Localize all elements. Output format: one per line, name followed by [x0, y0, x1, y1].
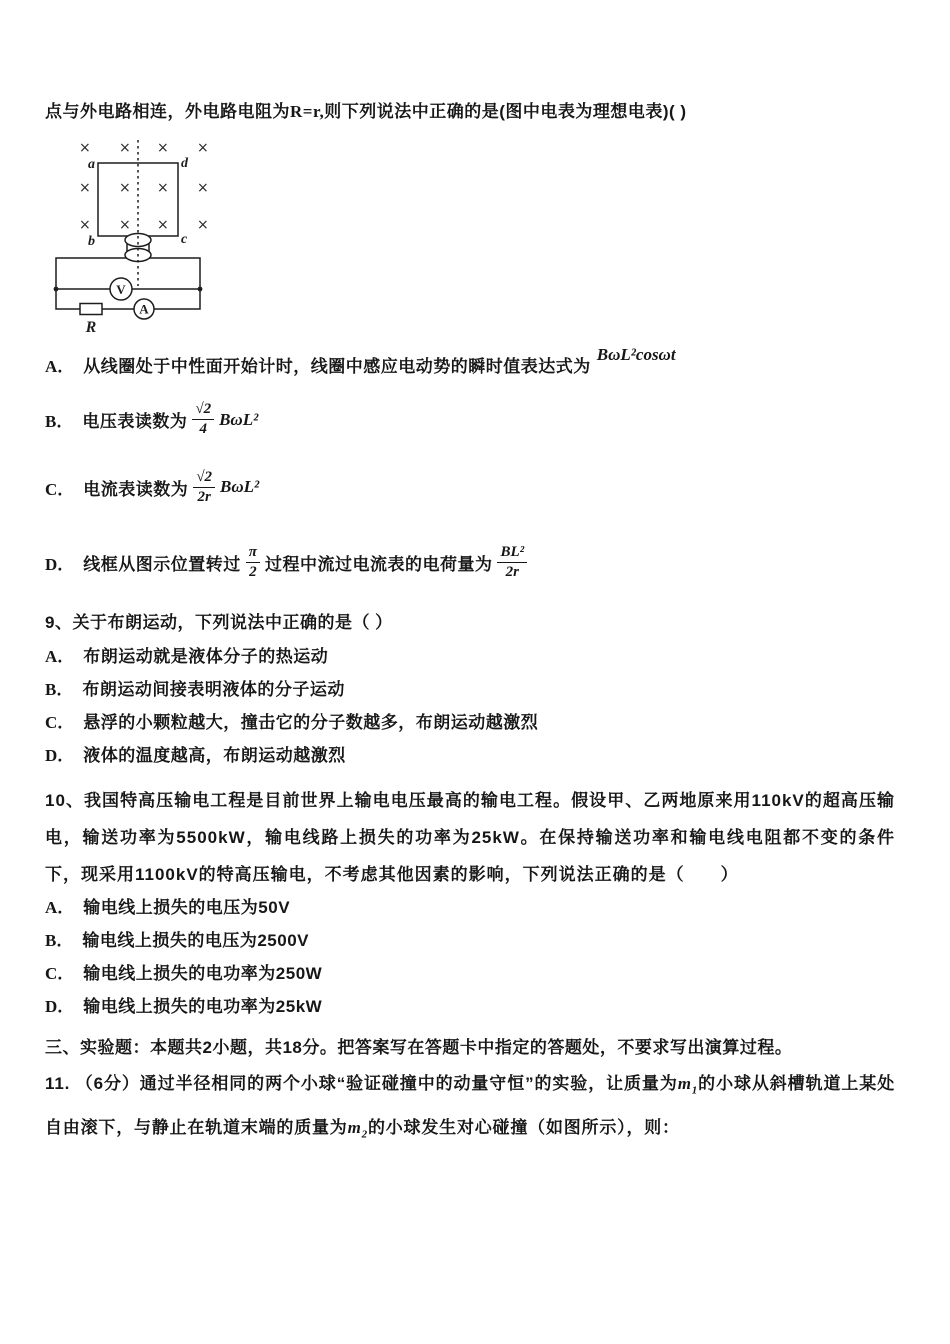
- q8-option-d-fraction2: [497, 544, 527, 582]
- fraction-denominator: 4: [199, 421, 207, 438]
- q8-option-b-text: 电压表读数为: [82, 412, 188, 432]
- q9-option-b: [45, 679, 895, 700]
- q10-option-a: [45, 897, 895, 918]
- q8-option-b-letter: B．: [45, 412, 74, 432]
- q9-option-b-letter: B．: [45, 679, 74, 699]
- q10-option-a-text: 输电线上损失的电压为50V: [83, 897, 291, 917]
- field-cross-icon: ×: [197, 217, 209, 233]
- field-cross-icon: ×: [157, 180, 169, 196]
- q8-option-b-formula-suffix: BωL²: [219, 409, 259, 429]
- q9-option-c-text: 悬浮的小颗粒越大，撞击它的分子数越多，布朗运动越激烈: [83, 712, 539, 732]
- q8-option-c-formula-suffix: BωL²: [220, 477, 260, 497]
- q9-option-d-letter: D．: [45, 745, 75, 765]
- q11-text-pre: 11. （6分）通过半径相同的两个小球“验证碰撞中的动量守恒”的实验，让质量为: [45, 1073, 678, 1093]
- junction-dot-left: [54, 287, 59, 292]
- q10-option-b-letter: B．: [45, 930, 74, 950]
- field-cross-icon: ×: [119, 180, 131, 196]
- q9-option-c-letter: C．: [45, 712, 75, 732]
- m1-base: m: [677, 1073, 692, 1093]
- fraction-numerator: √2: [193, 469, 215, 488]
- resistor-box: [80, 304, 102, 315]
- q8-option-a: [45, 344, 895, 377]
- fraction-numerator: BL²: [497, 544, 527, 563]
- q9-option-d: [45, 745, 895, 766]
- coil-corner-b-label: b: [88, 234, 95, 249]
- q9-option-a-text: 布朗运动就是液体分子的热运动: [83, 646, 329, 666]
- q10-option-d-text: 输电线上损失的电功率为25kW: [83, 996, 323, 1016]
- ammeter-label: A: [139, 301, 149, 317]
- field-cross-icon: ×: [79, 140, 91, 156]
- coil-corner-d-label: d: [181, 156, 188, 171]
- q10-option-c: [45, 963, 895, 984]
- q11-text-post: 的小球发生对心碰撞（如图所示），则：: [367, 1117, 680, 1137]
- q10-options: [45, 897, 895, 1017]
- field-cross-icon: ×: [197, 140, 209, 156]
- q8-option-a-text: 从线圈处于中性面开始计时，线圈中感应电动势的瞬时值表达式为: [83, 357, 591, 376]
- q8-option-c-text: 电流表读数为: [83, 479, 189, 499]
- circuit-diagram: [43, 136, 248, 338]
- q8-stem-post: 则下列说法中正确的是(图中电表为理想电表)( ): [324, 102, 687, 121]
- q10-option-b-text: 输电线上损失的电压为2500V: [82, 930, 310, 950]
- q8-option-d-text2: 过程中流过电流表的电荷量为: [264, 555, 493, 575]
- q8-stem-math: R=r,: [290, 102, 325, 121]
- q9-option-d-text: 液体的温度越高，布朗运动越激烈: [83, 745, 346, 765]
- voltmeter-label: V: [116, 282, 126, 297]
- q10-option-c-text: 输电线上损失的电功率为250W: [83, 963, 323, 983]
- q8-option-b: [45, 401, 895, 439]
- mass-m1-symbol: [677, 1073, 699, 1096]
- q8-option-b-fraction: [192, 401, 214, 439]
- q8-option-a-letter: A．: [45, 357, 75, 376]
- q11-stem: [45, 1065, 895, 1154]
- q8-option-d-text1: 线框从图示位置转过: [83, 555, 241, 575]
- q9-stem: 9、关于布朗运动，下列说法中正确的是（ ）: [45, 612, 393, 632]
- fraction-numerator: π: [246, 544, 260, 563]
- q10-option-d-letter: D．: [45, 996, 75, 1016]
- fraction-denominator: 2: [249, 564, 257, 581]
- field-cross-icon: ×: [157, 217, 169, 233]
- q8-option-d-fraction1: [246, 544, 260, 582]
- q8-option-d: [45, 544, 895, 582]
- fraction-denominator: 2r: [505, 564, 519, 581]
- q10-stem: 10、我国特高压输电工程是目前世界上输电电压最高的输电工程。假设甲、乙两地原来用110kV的超高压输电，输送功率为5500kW，输电线路上损失的功率为25kW。在保持输送功率和输电线电阻都不变的条件下，现采用1100kV的特高压输电，不考虑其他因素的影响，下列说法正确的是（ ）: [45, 790, 895, 884]
- q8-stem-pre: 点与外电路相连，外电路电阻为: [45, 102, 290, 121]
- q11-text-mid: 的小球从斜槽轨道上某处自由滚下，与静止在轨道末端的质量为: [45, 1073, 895, 1137]
- field-cross-icon: ×: [119, 217, 131, 233]
- q8-option-c-fraction: [193, 469, 215, 507]
- resistor-label: R: [85, 319, 97, 336]
- field-cross-icon: ×: [79, 180, 91, 196]
- section3-header: 三、实验题：本题共2小题，共18分。把答案写在答题卡中指定的答题处，不要求写出演算过程。: [45, 1037, 793, 1057]
- q10-option-b: [45, 930, 895, 951]
- q8-stem: [45, 100, 895, 124]
- mass-m2-symbol: [347, 1117, 368, 1141]
- field-cross-icon: ×: [119, 140, 131, 156]
- q8-option-a-formula: BωL²cosωt: [596, 344, 676, 364]
- fraction-numerator: √2: [192, 401, 214, 420]
- junction-dot-right: [198, 287, 203, 292]
- m2-base: m: [347, 1117, 362, 1137]
- m2-subscript: 2: [361, 1128, 368, 1141]
- q10-option-c-letter: C．: [45, 963, 75, 983]
- q9-option-a-letter: A．: [45, 646, 75, 666]
- m1-subscript: 1: [691, 1083, 699, 1096]
- q9-option-a: [45, 646, 895, 667]
- slip-ring-upper: [125, 234, 151, 247]
- q8-option-c-letter: C．: [45, 479, 75, 499]
- field-cross-icon: ×: [197, 180, 209, 196]
- q8-option-c: [45, 469, 895, 507]
- coil-corner-a-label: a: [88, 157, 95, 172]
- q10-option-d: [45, 996, 895, 1017]
- coil-corner-c-label: c: [181, 232, 188, 247]
- q9-option-b-text: 布朗运动间接表明液体的分子运动: [82, 679, 345, 699]
- field-cross-icon: ×: [79, 217, 91, 233]
- q8-option-d-letter: D．: [45, 555, 75, 575]
- q10-option-a-letter: A．: [45, 897, 75, 917]
- q9-option-c: [45, 712, 895, 733]
- fraction-denominator: 2r: [197, 488, 211, 505]
- field-cross-icon: ×: [157, 140, 169, 156]
